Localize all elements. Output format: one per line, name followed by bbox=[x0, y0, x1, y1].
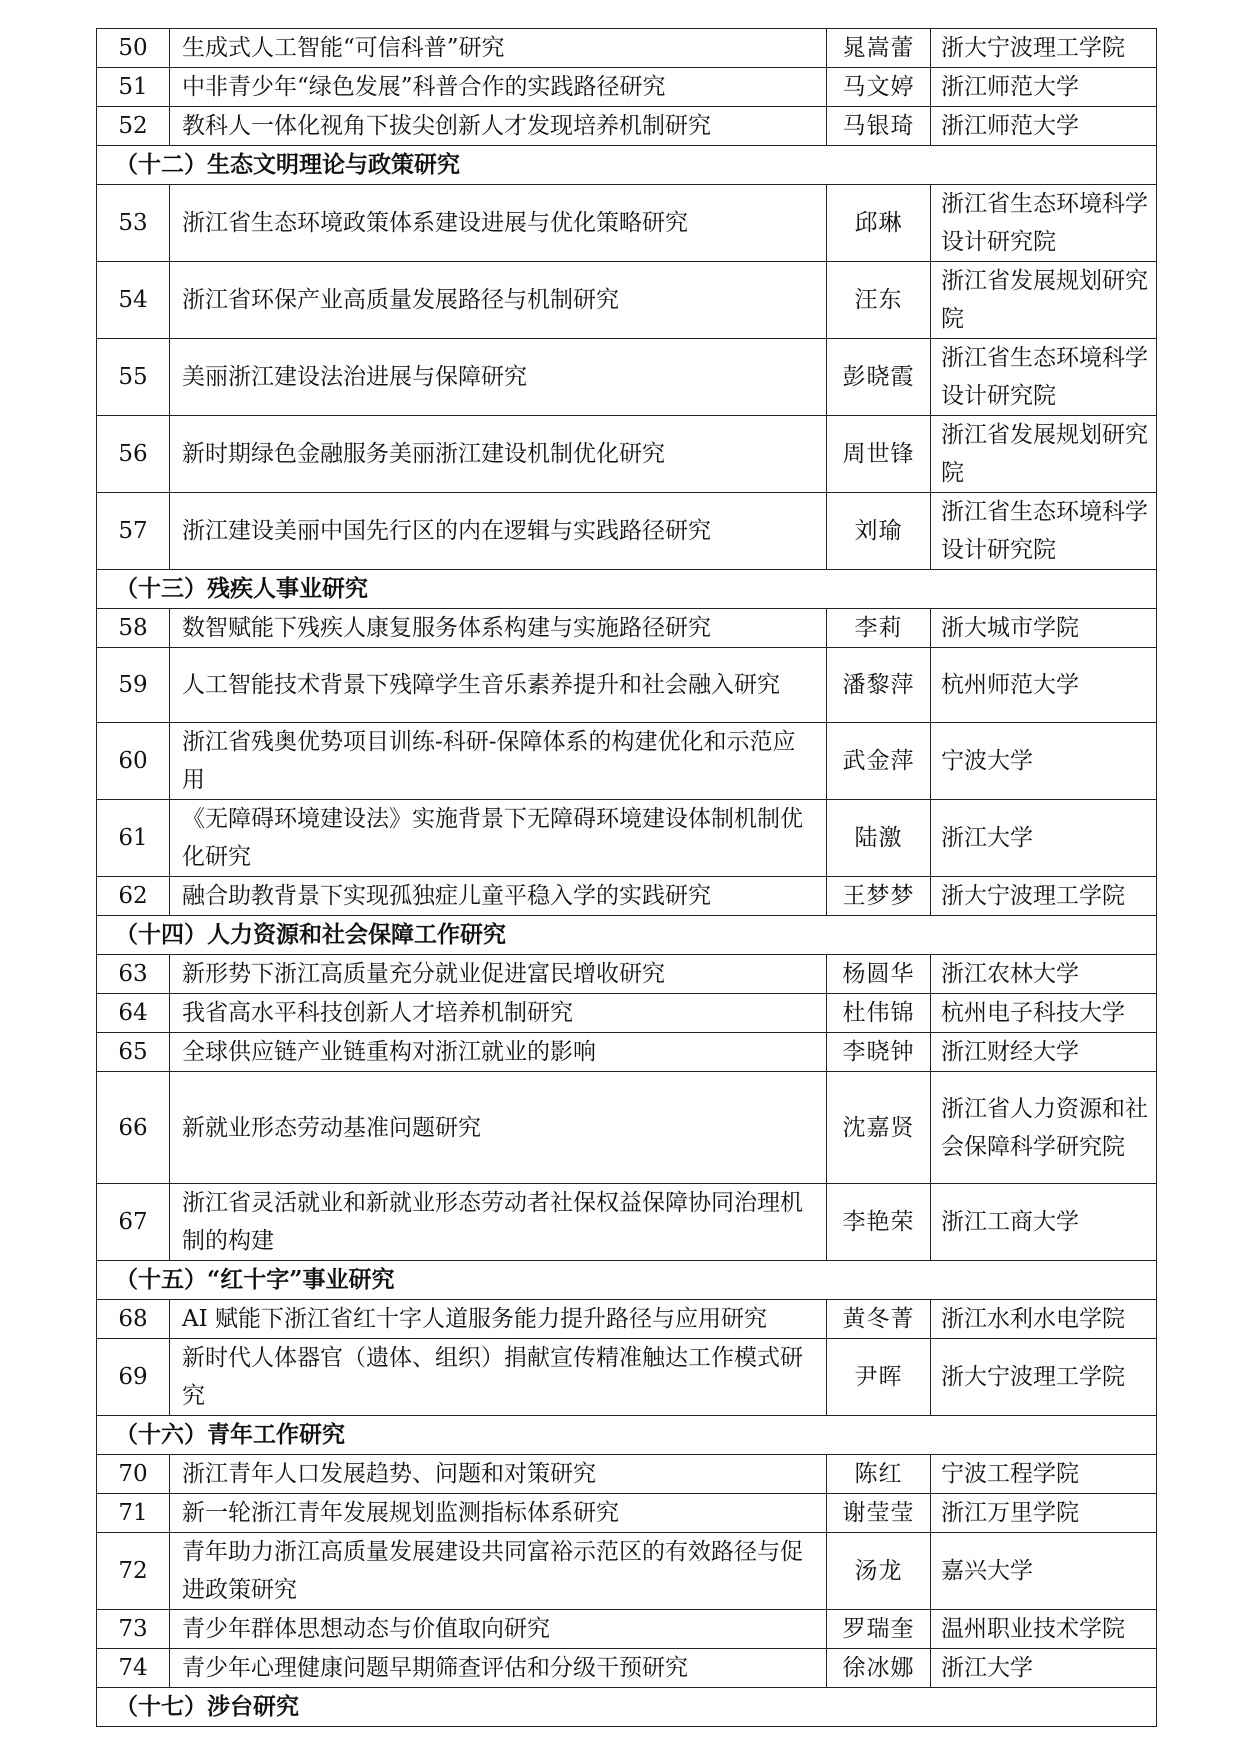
category-label: （十六）青年工作研究 bbox=[97, 1416, 1157, 1455]
institution: 浙大宁波理工学院 bbox=[931, 29, 1157, 68]
institution: 浙江师范大学 bbox=[931, 68, 1157, 107]
project-title: 青少年心理健康问题早期筛查评估和分级干预研究 bbox=[170, 1649, 827, 1688]
institution: 嘉兴大学 bbox=[931, 1533, 1157, 1610]
lead-researcher: 潘黎萍 bbox=[827, 648, 931, 723]
table-row bbox=[97, 1300, 1157, 1339]
serial-number: 70 bbox=[97, 1455, 170, 1494]
table-row bbox=[97, 1184, 1157, 1261]
project-title: 新一轮浙江青年发展规划监测指标体系研究 bbox=[170, 1494, 827, 1533]
lead-researcher: 陈红 bbox=[827, 1455, 931, 1494]
serial-number: 72 bbox=[97, 1533, 170, 1610]
project-title: 浙江省环保产业高质量发展路径与机制研究 bbox=[170, 262, 827, 339]
lead-researcher: 罗瑞奎 bbox=[827, 1610, 931, 1649]
category-label: （十四）人力资源和社会保障工作研究 bbox=[97, 916, 1157, 955]
project-title: 青年助力浙江高质量发展建设共同富裕示范区的有效路径与促进政策研究 bbox=[170, 1533, 827, 1610]
lead-researcher: 杨圆华 bbox=[827, 955, 931, 994]
lead-researcher: 马银琦 bbox=[827, 107, 931, 146]
institution: 浙大宁波理工学院 bbox=[931, 877, 1157, 916]
serial-number: 71 bbox=[97, 1494, 170, 1533]
lead-researcher: 汤龙 bbox=[827, 1533, 931, 1610]
category-row bbox=[97, 146, 1157, 185]
serial-number: 59 bbox=[97, 648, 170, 723]
project-list-table bbox=[96, 28, 1157, 1727]
serial-number: 52 bbox=[97, 107, 170, 146]
table-row bbox=[97, 1533, 1157, 1610]
table-row bbox=[97, 648, 1157, 723]
project-title: 浙江青年人口发展趋势、问题和对策研究 bbox=[170, 1455, 827, 1494]
table-row bbox=[97, 262, 1157, 339]
lead-researcher: 武金萍 bbox=[827, 723, 931, 800]
serial-number: 56 bbox=[97, 416, 170, 493]
table-row bbox=[97, 29, 1157, 68]
lead-researcher: 李莉 bbox=[827, 609, 931, 648]
institution: 浙江省生态环境科学设计研究院 bbox=[931, 339, 1157, 416]
serial-number: 58 bbox=[97, 609, 170, 648]
project-title: 新时代人体器官（遗体、组织）捐献宣传精准触达工作模式研究 bbox=[170, 1339, 827, 1416]
table-row bbox=[97, 68, 1157, 107]
institution: 浙江省生态环境科学设计研究院 bbox=[931, 185, 1157, 262]
serial-number: 67 bbox=[97, 1184, 170, 1261]
project-title: 浙江省生态环境政策体系建设进展与优化策略研究 bbox=[170, 185, 827, 262]
serial-number: 68 bbox=[97, 1300, 170, 1339]
serial-number: 62 bbox=[97, 877, 170, 916]
serial-number: 73 bbox=[97, 1610, 170, 1649]
table-row bbox=[97, 1494, 1157, 1533]
institution: 杭州电子科技大学 bbox=[931, 994, 1157, 1033]
institution: 浙江大学 bbox=[931, 1649, 1157, 1688]
institution: 浙江省生态环境科学设计研究院 bbox=[931, 493, 1157, 570]
institution: 浙江省发展规划研究院 bbox=[931, 262, 1157, 339]
project-title: 新就业形态劳动基准问题研究 bbox=[170, 1072, 827, 1184]
institution: 浙江省发展规划研究院 bbox=[931, 416, 1157, 493]
table-row bbox=[97, 1610, 1157, 1649]
institution: 宁波大学 bbox=[931, 723, 1157, 800]
project-title: 融合助教背景下实现孤独症儿童平稳入学的实践研究 bbox=[170, 877, 827, 916]
table-row bbox=[97, 493, 1157, 570]
table-row bbox=[97, 339, 1157, 416]
lead-researcher: 杜伟锦 bbox=[827, 994, 931, 1033]
institution: 浙大城市学院 bbox=[931, 609, 1157, 648]
project-title: 人工智能技术背景下残障学生音乐素养提升和社会融入研究 bbox=[170, 648, 827, 723]
category-row bbox=[97, 570, 1157, 609]
lead-researcher: 周世锋 bbox=[827, 416, 931, 493]
institution: 浙大宁波理工学院 bbox=[931, 1339, 1157, 1416]
project-title: 浙江省残奥优势项目训练-科研-保障体系的构建优化和示范应用 bbox=[170, 723, 827, 800]
project-title: 全球供应链产业链重构对浙江就业的影响 bbox=[170, 1033, 827, 1072]
serial-number: 69 bbox=[97, 1339, 170, 1416]
project-title: 生成式人工智能“可信科普”研究 bbox=[170, 29, 827, 68]
serial-number: 63 bbox=[97, 955, 170, 994]
project-title: 我省高水平科技创新人才培养机制研究 bbox=[170, 994, 827, 1033]
serial-number: 51 bbox=[97, 68, 170, 107]
project-title: 新形势下浙江高质量充分就业促进富民增收研究 bbox=[170, 955, 827, 994]
lead-researcher: 邱琳 bbox=[827, 185, 931, 262]
lead-researcher: 李艳荣 bbox=[827, 1184, 931, 1261]
project-title: 青少年群体思想动态与价值取向研究 bbox=[170, 1610, 827, 1649]
category-label: （十七）涉台研究 bbox=[97, 1688, 1157, 1727]
institution: 浙江农林大学 bbox=[931, 955, 1157, 994]
project-title: 新时期绿色金融服务美丽浙江建设机制优化研究 bbox=[170, 416, 827, 493]
table-row bbox=[97, 800, 1157, 877]
lead-researcher: 王梦梦 bbox=[827, 877, 931, 916]
lead-researcher: 尹晖 bbox=[827, 1339, 931, 1416]
category-label: （十五）“红十字”事业研究 bbox=[97, 1261, 1157, 1300]
serial-number: 53 bbox=[97, 185, 170, 262]
category-row bbox=[97, 1688, 1157, 1727]
lead-researcher: 陆激 bbox=[827, 800, 931, 877]
project-title: 数智赋能下残疾人康复服务体系构建与实施路径研究 bbox=[170, 609, 827, 648]
table-row bbox=[97, 609, 1157, 648]
serial-number: 74 bbox=[97, 1649, 170, 1688]
project-title: AI 赋能下浙江省红十字人道服务能力提升路径与应用研究 bbox=[170, 1300, 827, 1339]
project-title: 浙江建设美丽中国先行区的内在逻辑与实践路径研究 bbox=[170, 493, 827, 570]
institution: 杭州师范大学 bbox=[931, 648, 1157, 723]
table-row bbox=[97, 877, 1157, 916]
institution: 浙江省人力资源和社会保障科学研究院 bbox=[931, 1072, 1157, 1184]
institution: 浙江师范大学 bbox=[931, 107, 1157, 146]
serial-number: 65 bbox=[97, 1033, 170, 1072]
table-row bbox=[97, 1033, 1157, 1072]
serial-number: 64 bbox=[97, 994, 170, 1033]
project-title: 美丽浙江建设法治进展与保障研究 bbox=[170, 339, 827, 416]
serial-number: 54 bbox=[97, 262, 170, 339]
project-title: 浙江省灵活就业和新就业形态劳动者社保权益保障协同治理机制的构建 bbox=[170, 1184, 827, 1261]
serial-number: 66 bbox=[97, 1072, 170, 1184]
project-title: 《无障碍环境建设法》实施背景下无障碍环境建设体制机制优化研究 bbox=[170, 800, 827, 877]
serial-number: 55 bbox=[97, 339, 170, 416]
lead-researcher: 马文婷 bbox=[827, 68, 931, 107]
project-title: 中非青少年“绿色发展”科普合作的实践路径研究 bbox=[170, 68, 827, 107]
lead-researcher: 沈嘉贤 bbox=[827, 1072, 931, 1184]
lead-researcher: 徐冰娜 bbox=[827, 1649, 931, 1688]
lead-researcher: 晁嵩蕾 bbox=[827, 29, 931, 68]
institution: 宁波工程学院 bbox=[931, 1455, 1157, 1494]
project-title: 教科人一体化视角下拔尖创新人才发现培养机制研究 bbox=[170, 107, 827, 146]
lead-researcher: 刘瑜 bbox=[827, 493, 931, 570]
table-row bbox=[97, 1649, 1157, 1688]
lead-researcher: 汪东 bbox=[827, 262, 931, 339]
category-row bbox=[97, 1416, 1157, 1455]
table-row bbox=[97, 1455, 1157, 1494]
serial-number: 60 bbox=[97, 723, 170, 800]
institution: 浙江工商大学 bbox=[931, 1184, 1157, 1261]
serial-number: 61 bbox=[97, 800, 170, 877]
table-row bbox=[97, 1339, 1157, 1416]
table-row bbox=[97, 416, 1157, 493]
institution: 温州职业技术学院 bbox=[931, 1610, 1157, 1649]
table-row bbox=[97, 723, 1157, 800]
category-label: （十三）残疾人事业研究 bbox=[97, 570, 1157, 609]
lead-researcher: 彭晓霞 bbox=[827, 339, 931, 416]
table-row bbox=[97, 994, 1157, 1033]
table-row bbox=[97, 107, 1157, 146]
table-row bbox=[97, 1072, 1157, 1184]
institution: 浙江财经大学 bbox=[931, 1033, 1157, 1072]
table-row bbox=[97, 185, 1157, 262]
lead-researcher: 谢莹莹 bbox=[827, 1494, 931, 1533]
serial-number: 57 bbox=[97, 493, 170, 570]
category-row bbox=[97, 1261, 1157, 1300]
institution: 浙江水利水电学院 bbox=[931, 1300, 1157, 1339]
lead-researcher: 黄冬菁 bbox=[827, 1300, 931, 1339]
institution: 浙江大学 bbox=[931, 800, 1157, 877]
lead-researcher: 李晓钟 bbox=[827, 1033, 931, 1072]
table-row bbox=[97, 955, 1157, 994]
project-list-body bbox=[97, 29, 1157, 1727]
institution: 浙江万里学院 bbox=[931, 1494, 1157, 1533]
serial-number: 50 bbox=[97, 29, 170, 68]
category-row bbox=[97, 916, 1157, 955]
category-label: （十二）生态文明理论与政策研究 bbox=[97, 146, 1157, 185]
